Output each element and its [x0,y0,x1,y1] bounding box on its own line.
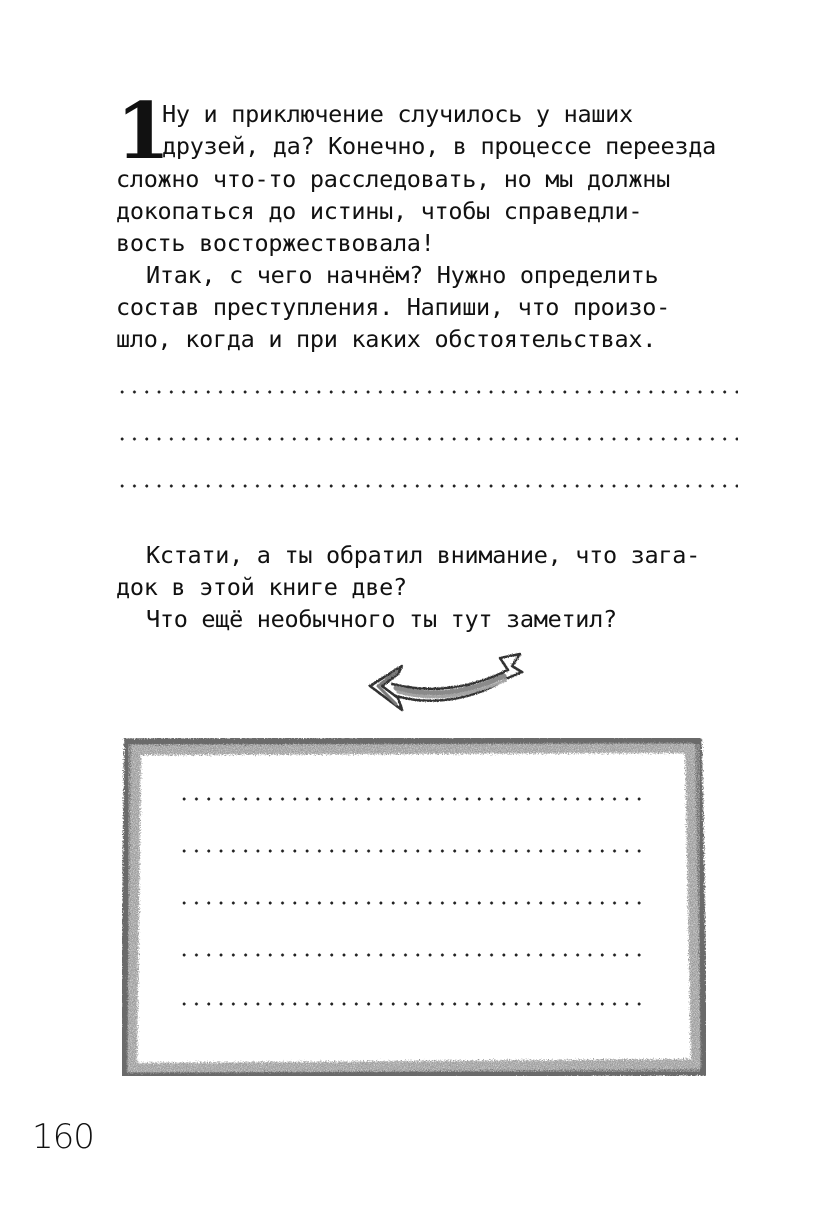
frame-answer-line-1[interactable] [178,797,644,801]
intro-line-3: сложно что-то расследовать, но мы должны [116,165,670,193]
hand-drawn-arrow-left-icon [362,646,530,722]
chapter-number: 1 [116,86,171,177]
frame-answer-line-2[interactable] [178,849,644,853]
answer-line-2[interactable] [116,437,738,441]
intro-line-2: друзей, да? Конечно, в процессе переезда [162,132,716,160]
task-line-2: состав преступления. Напиши, что произо- [116,293,670,321]
question-line-3: Что ещё необычного ты тут заметил? [146,605,617,633]
frame-answer-line-5[interactable] [178,1002,644,1006]
frame-answer-line-3[interactable] [178,901,644,905]
frame-answer-line-4[interactable] [178,953,644,957]
task-line-3: шло, когда и при каких обстоятельствах. [116,325,657,353]
task-line-1: Итак, с чего начнём? Нужно определить [146,261,659,289]
intro-line-4: докопаться до истины, чтобы справедли- [116,197,643,225]
question-line-2: док в этой книге две? [116,573,407,601]
answer-line-1[interactable] [116,390,738,394]
answer-line-3[interactable] [116,484,738,488]
page-number: 160 [32,1117,94,1157]
chalk-frame [122,738,706,1076]
intro-line-1: Ну и приключение случилось у наших [162,100,633,128]
question-line-1: Кстати, а ты обратил внимание, что зага- [146,541,700,569]
intro-line-5: вость восторжествовала! [116,229,435,257]
